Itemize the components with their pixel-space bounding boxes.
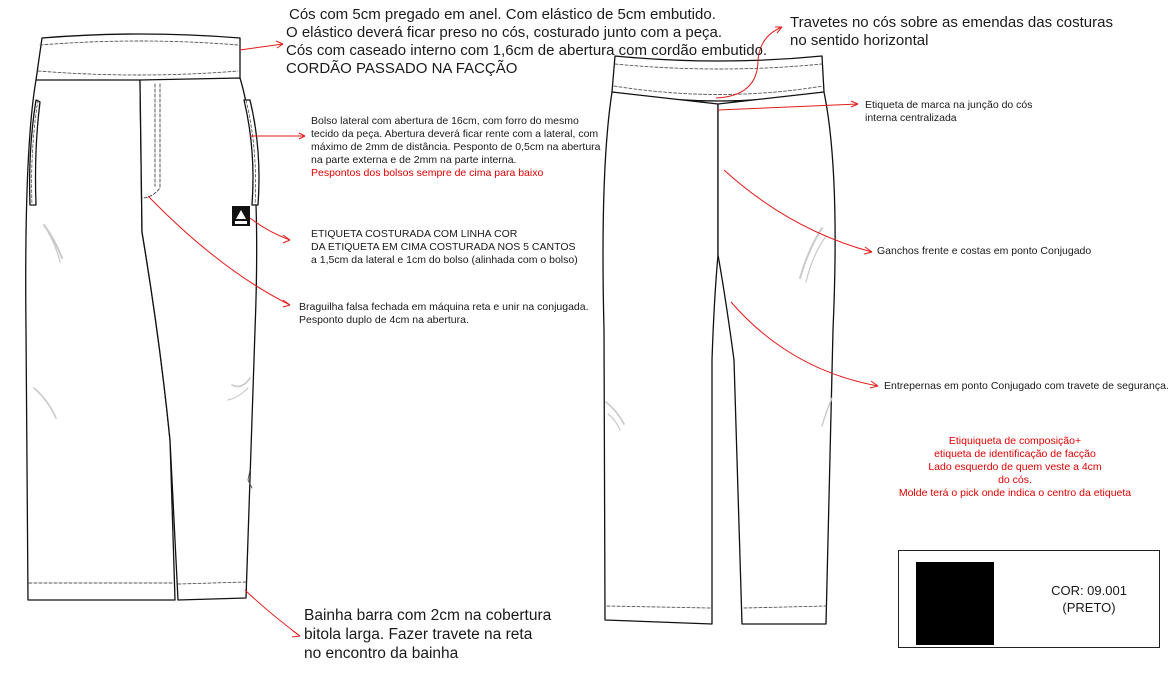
- note-inseam: [884, 380, 1169, 393]
- note-bartack-line: no sentido horizontal: [790, 32, 929, 49]
- note-label-line: ETIQUETA COSTURADA COM LINHA COR: [311, 228, 518, 240]
- back-pants: [603, 56, 835, 624]
- note-hem: [304, 606, 551, 663]
- color-code: COR: 09.001: [1051, 583, 1127, 598]
- note-side-pocket-line: na parte externa e de 2mm na parte interna.: [311, 154, 517, 166]
- note-waistband-line: Cós com caseado interno com 1,6cm de abertura com cordão embutido.: [286, 42, 768, 59]
- note-composition-line: do cós.: [998, 474, 1032, 486]
- note-fly-line: Pesponto duplo de 4cm na abertura.: [299, 314, 469, 326]
- color-box: [898, 550, 1160, 648]
- note-label-line: a 1,5cm da lateral e 1cm do bolso (alinhada com o bolso): [311, 254, 578, 266]
- note-brand-label-line: interna centralizada: [865, 112, 957, 124]
- note-fly: [299, 301, 589, 327]
- note-composition-line: Molde terá o pick onde indica o centro da etiqueta: [898, 487, 1132, 499]
- note-side-pocket: [311, 115, 601, 180]
- color-label: [1039, 582, 1139, 616]
- note-waistband-line: Cós com 5cm pregado em anel. Com elástico de 5cm embutido.: [289, 6, 716, 23]
- note-side-pocket-warning: Pespontos dos bolsos sempre de cima para baixo: [311, 167, 544, 179]
- note-bartack: [790, 14, 1113, 50]
- back-left-leg: [603, 92, 718, 624]
- note-hem-line: bitola larga. Fazer travete na reta: [304, 626, 533, 643]
- note-composition-line: Lado esquerdo de quem veste a 4cm: [928, 461, 1102, 473]
- note-side-pocket-line: máximo de 2mm de distância. Pesponto de 0,5cm na abertura: [311, 141, 601, 153]
- note-side-pocket-line: tecido da peça. Abertura deverá ficar rente com a lateral, com: [311, 128, 599, 140]
- front-pants: [26, 34, 259, 600]
- note-hem-line: Bainha barra com 2cm na cobertura: [304, 607, 552, 624]
- color-name: (PRETO): [1062, 600, 1116, 615]
- note-brand-label-line: Etiqueta de marca na junção do cós: [865, 99, 1033, 111]
- note-waistband-line: O elástico deverá ficar preso no cós, costurado junto com a peça.: [286, 24, 723, 41]
- note-composition-line: etiqueta de identificação de facção: [934, 448, 1096, 460]
- back-right-leg: [718, 92, 835, 624]
- triangle-logo-icon: [232, 206, 250, 226]
- note-hooks-line: Ganchos frente e costas em ponto Conjugado: [877, 245, 1092, 257]
- note-composition: [880, 435, 1150, 500]
- color-swatch: [916, 562, 994, 645]
- pointer-hem: [245, 590, 300, 636]
- note-waistband: [286, 6, 767, 78]
- note-bartack-line: Travetes no cós sobre as emendas das costuras: [790, 14, 1113, 31]
- note-hooks: [877, 245, 1091, 258]
- note-inseam-line: Entrepernas em ponto Conjugado com travete de segurança.: [884, 380, 1169, 392]
- pointer-waistband: [240, 44, 283, 50]
- note-label-line: DA ETIQUETA EM CIMA COSTURADA NOS 5 CANTOS: [311, 241, 576, 253]
- note-composition-line: Etiquiqueta de composição+: [948, 435, 1082, 447]
- note-brand-label: [865, 99, 1033, 125]
- note-hem-line: no encontro da bainha: [304, 645, 459, 662]
- note-side-pocket-line: Bolso lateral com abertura de 16cm, com forro do mesmo: [311, 115, 579, 127]
- note-waistband-line: CORDÃO PASSADO NA FACÇÃO: [286, 60, 518, 77]
- note-fly-line: Braguilha falsa fechada em máquina reta e unir na conjugada.: [299, 301, 589, 313]
- note-label: [311, 228, 578, 267]
